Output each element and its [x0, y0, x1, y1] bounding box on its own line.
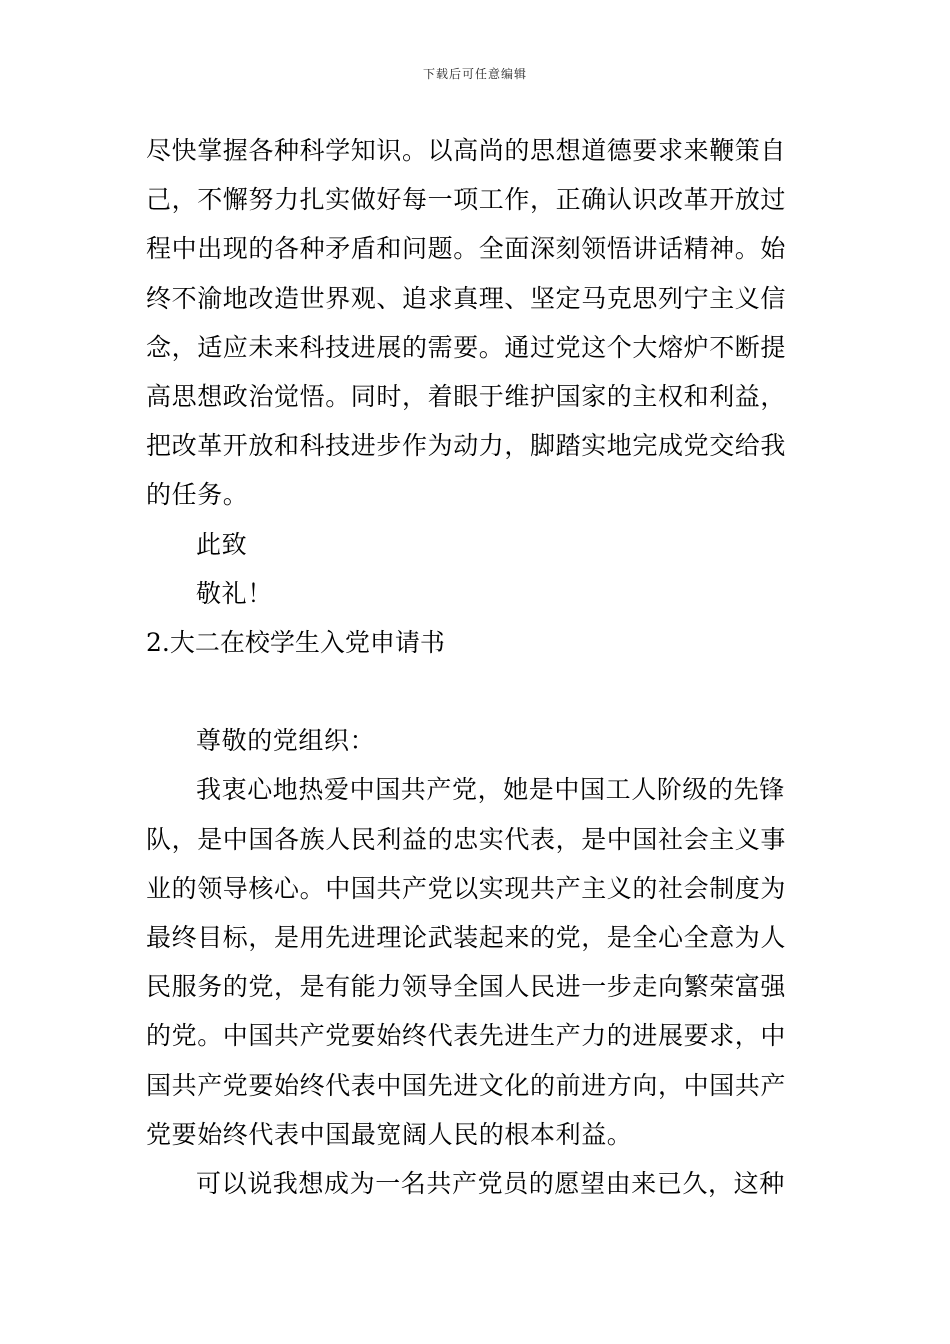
- paragraph-3: [146, 1159, 810, 1208]
- paragraph-2: [146, 765, 810, 1159]
- document-body: [146, 126, 810, 1208]
- paragraph-line: 终不渝地改造世界观、追求真理、坚定马克思列宁主义信: [146, 283, 787, 313]
- paragraph-1: [146, 126, 810, 520]
- paragraph-line: 的任务。: [146, 480, 249, 510]
- paragraph-line: 尽快掌握各种科学知识。以高尚的思想道德要求来鞭策自: [146, 136, 787, 165]
- section-title: 2.大二在校学生入党申请书: [146, 627, 445, 657]
- paragraph-line: 业的领导核心。中国共产党以实现共产主义的社会制度为: [146, 873, 787, 903]
- closing-greeting: 此致: [196, 529, 248, 559]
- paragraph-line: 我衷心地热爱中国共产党，她是中国工人阶级的先锋: [196, 775, 785, 805]
- paragraph-line: 国共产党要始终代表中国先进文化的前进方向，中国共产: [146, 1070, 787, 1100]
- closing-salute: 敬礼！: [196, 578, 273, 608]
- paragraph-line: 可以说我想成为一名共产党员的愿望由来已久，这种: [196, 1168, 785, 1198]
- paragraph-line: 把改革开放和科技进步作为动力，脚踏实地完成党交给我: [146, 431, 787, 461]
- paragraph-line: 党要始终代表中国最宽阔人民的根本利益。: [146, 1119, 633, 1149]
- paragraph-line: 民服务的党，是有能力领导全国人民进一步走向繁荣富强: [146, 972, 787, 1002]
- salutation: 尊敬的党组织：: [196, 726, 376, 756]
- paragraph-line: 队，是中国各族人民利益的忠实代表，是中国社会主义事: [146, 824, 787, 854]
- blank-line: [146, 667, 810, 716]
- paragraph-line: 最终目标，是用先进理论武装起来的党，是全心全意为人: [146, 923, 787, 952]
- header-note: 下载后可任意编辑: [422, 67, 527, 81]
- paragraph-line: 的党。中国共产党要始终代表先进生产力的进展要求，中: [146, 1021, 787, 1051]
- paragraph-line: 己，不懈努力扎实做好每一项工作，正确认识改革开放过: [146, 185, 787, 215]
- paragraph-line: 念，适应未来科技进展的需要。通过党这个大熔炉不断提: [146, 332, 787, 362]
- paragraph-line: 程中出现的各种矛盾和问题。全面深刻领悟讲话精神。始: [146, 234, 787, 264]
- paragraph-line: 高思想政治觉悟。同时，着眼于维护国家的主权和利益，: [146, 381, 787, 411]
